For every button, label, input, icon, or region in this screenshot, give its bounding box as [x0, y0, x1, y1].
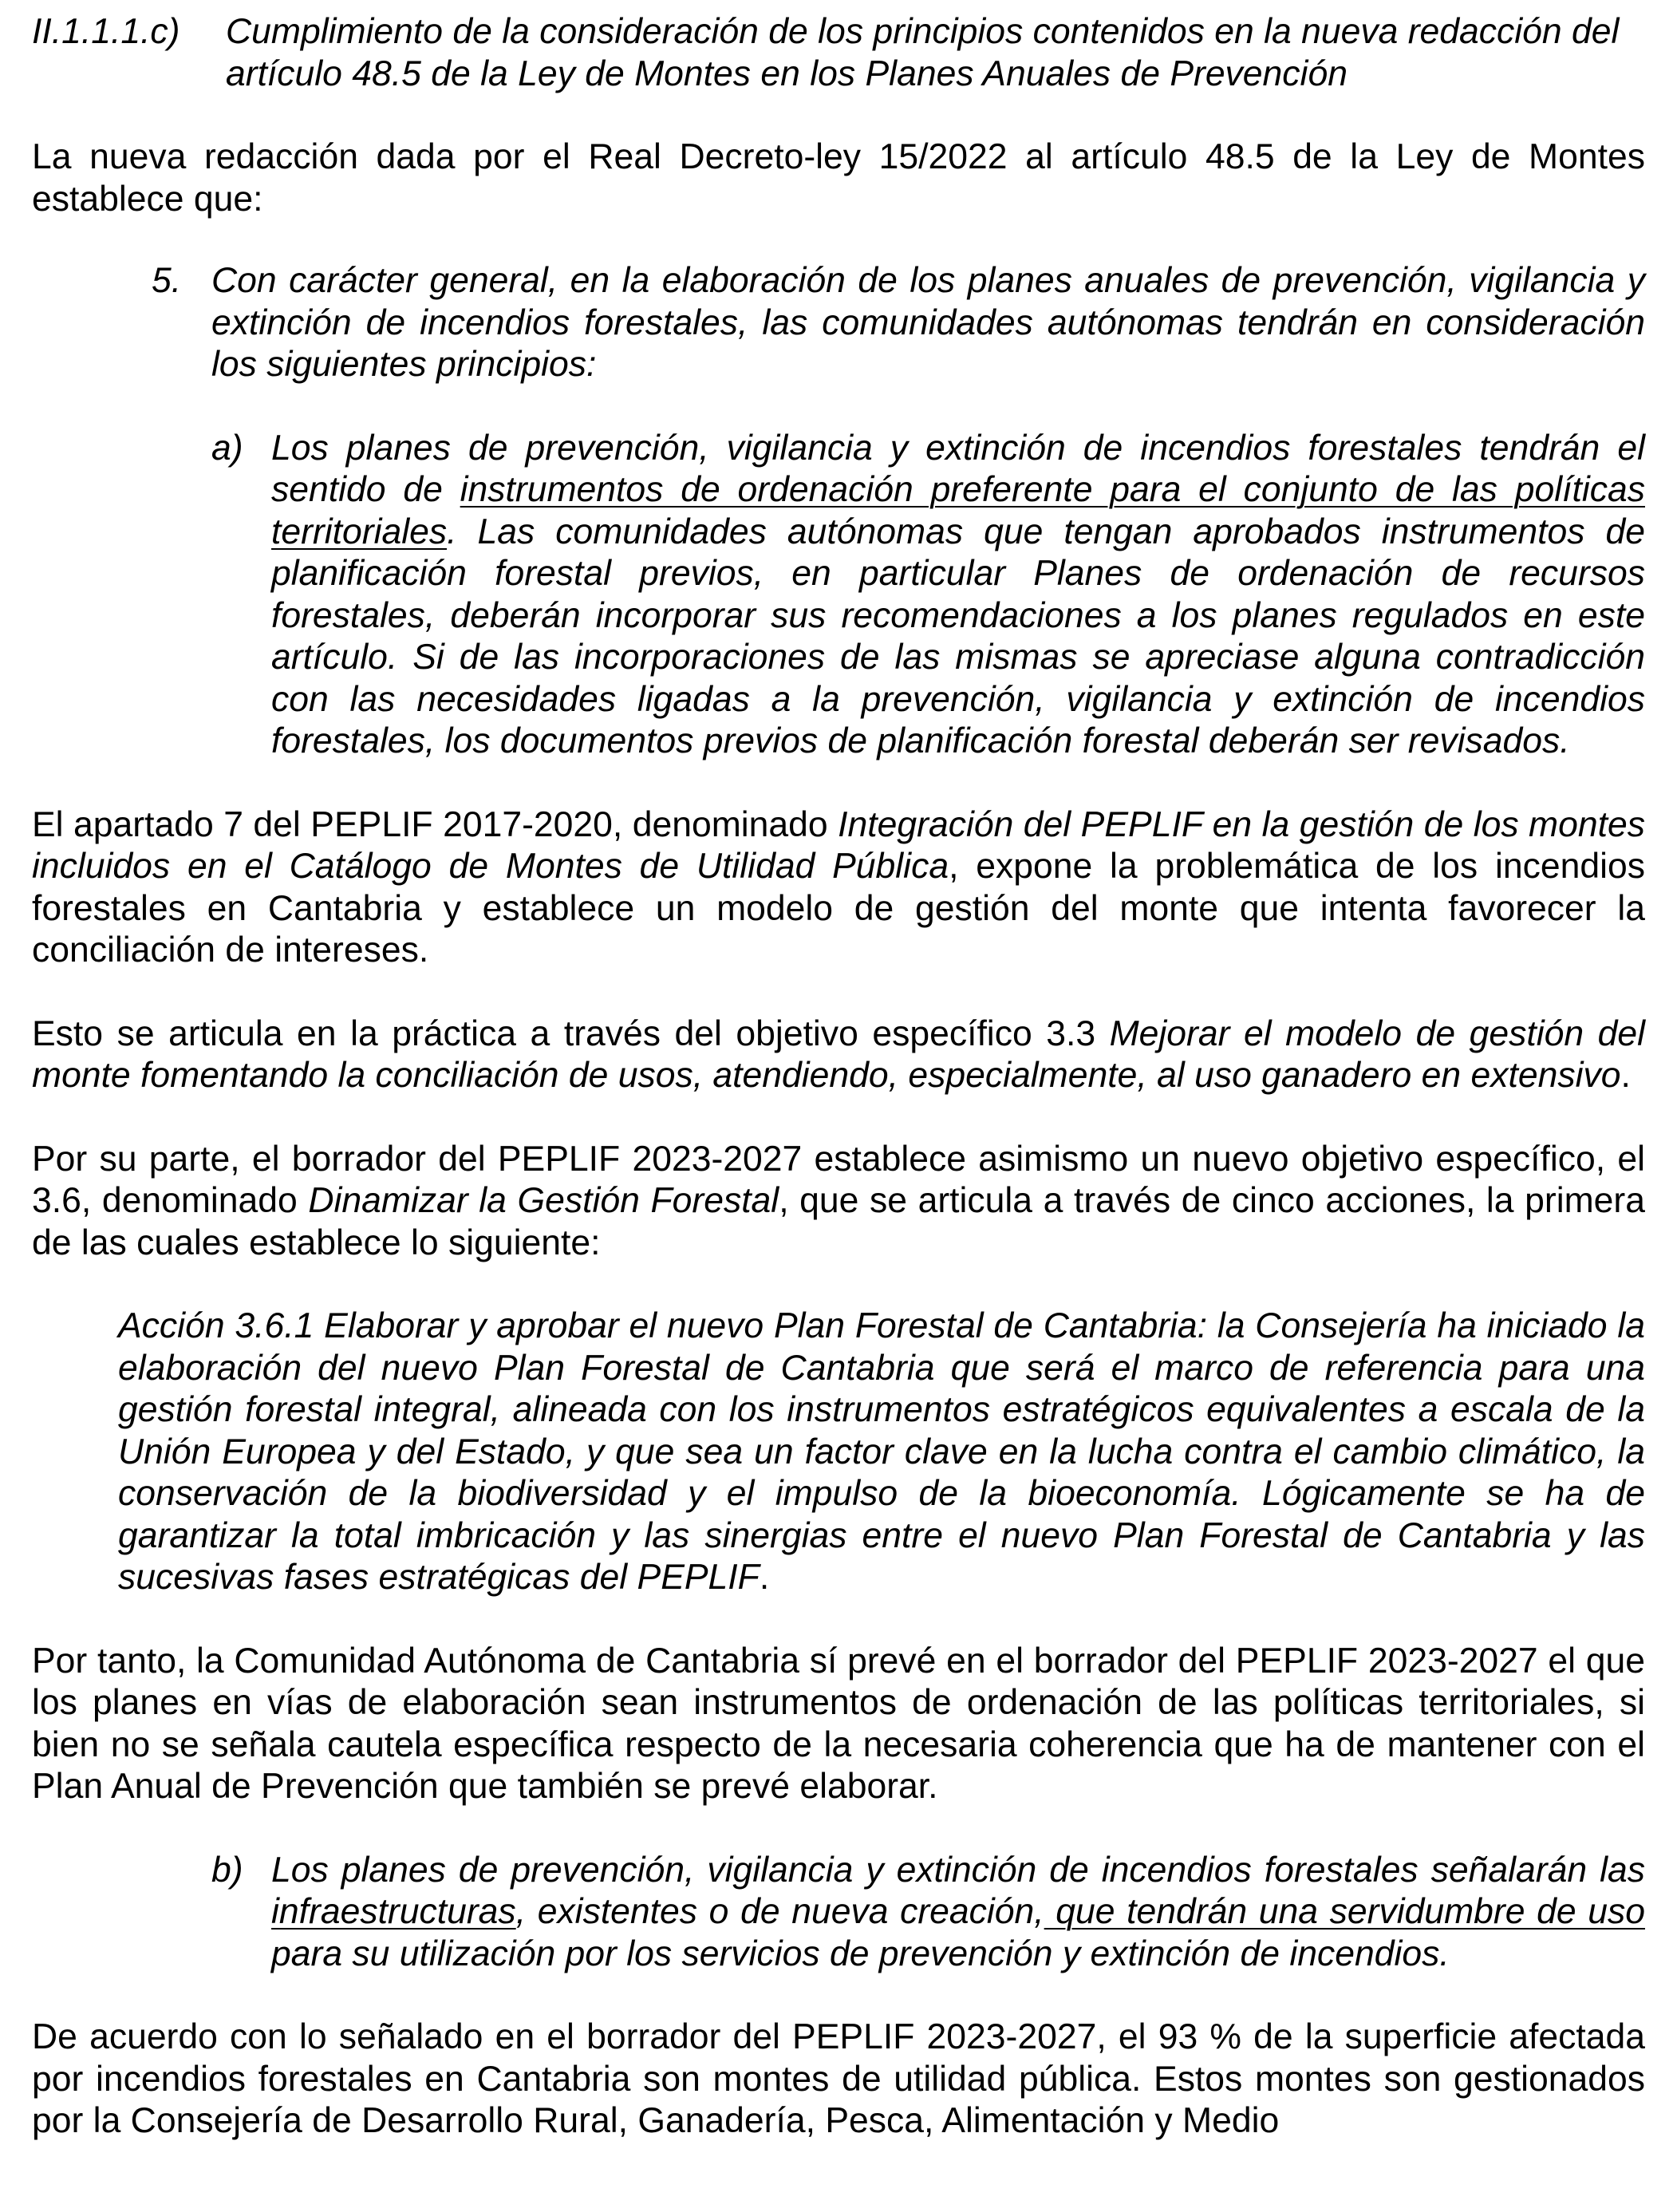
paragraph-apartado-7: [32, 804, 1645, 972]
principle-b-part3: para su utilización por los servicios de prevención y extinción de incendios.: [271, 1934, 1450, 1973]
principle-b-part1: Los planes de prevención, vigilancia y extinción de incendios forestales señalarán las: [271, 1850, 1645, 1890]
intro-paragraph: La nueva redacción dada por el Real Decreto-ley 15/2022 al artículo 48.5 de la Ley de Montes establece que:: [32, 137, 1645, 219]
principle-a-underlined: instrumentos de ordenación preferente para el conjunto de las políticas territoriales: [271, 470, 1645, 551]
objetivo-3-6-part1: Por su parte, el borrador del PEPLIF 2023-2027 establece asimismo un nuevo objetivo específico, el 3.6, denominado: [32, 1139, 1645, 1220]
article-48-5-quote: [152, 260, 1645, 386]
principle-b: [211, 1850, 1645, 1976]
principle-a-text: [271, 428, 1645, 763]
accion-3-6-1-tail: .: [759, 1558, 770, 1597]
article-text: Con carácter general, en la elaboración de los planes anuales de prevención, vigilancia y extinción de incendios forestales, las comunidades autónomas tendrán en consideración los siguientes principios:: [211, 261, 1645, 384]
principle-a-label: a): [211, 428, 243, 468]
principle-b-underlined-2: que tendrán una servidumbre de uso: [1044, 1892, 1645, 1931]
accion-3-6-1-text: Acción 3.6.1 Elaborar y aprobar el nuevo Plan Forestal de Cantabria: la Consejería ha iniciado la elaboración del nuevo Plan Forestal de Cantabria que será el marco de referencia para una gestión forestal integral, alineada con los instrumentos estratégicos equivalentes a escala de la Unión Europea y del Estado, y que sea un factor clave en la lucha contra el cambio climático, la conservación de la biodiversidad y el impulso de la bioeconomía. Lógicamente se ha de garantizar la total imbricación y las sinergias entre el nuevo Plan Forestal de Cantabria y las sucesivas fases estratégicas del PEPLIF: [118, 1306, 1645, 1597]
article-label: 5.: [152, 261, 182, 300]
principle-a: [211, 428, 1645, 763]
principle-a-part1: Los planes de prevención, vigilancia y extinción de incendios forestales tendrán el sentido de: [271, 428, 1645, 509]
paragraph-objetivo-3-3: [32, 1013, 1645, 1097]
accion-3-6-1-quote: [118, 1305, 1645, 1599]
paragraph-final: De acuerdo con lo señalado en el borrador del PEPLIF 2023-2027, el 93 % de la superficie afectada por incendios forestales en Cantabria son montes de utilidad pública. Estos montes son gestionados por la Consejería de Desarrollo Rural, Ganadería, Pesca, Alimentación y Medio: [32, 2017, 1645, 2140]
section-title: Cumplimiento de la consideración de los principios contenidos en la nueva redacción del artículo 48.5 de la Ley de Montes en los Planes Anuales de Prevención: [226, 12, 1620, 93]
section-heading: [32, 11, 1645, 95]
document-page: [32, 11, 1645, 2143]
principle-b-part2: , existentes o de nueva creación,: [515, 1892, 1044, 1931]
objetivo-3-6-title: Dinamizar la Gestión Forestal: [308, 1181, 779, 1220]
objetivo-3-3-part1: Esto se articula en la práctica a través del objetivo específico 3.3: [32, 1013, 1110, 1053]
apartado-7-title: Integración del PEPLIF en la gestión de los montes incluidos en el Catálogo de Montes de Utilidad Pública: [32, 804, 1645, 886]
paragraph-por-tanto: Por tanto, la Comunidad Autónoma de Cantabria sí prevé en el borrador del PEPLIF 2023-2027 el que los planes en vías de elaboración sean instrumentos de ordenación de las políticas territoriales, si bien no se señala cautela específica respecto de la necesaria coherencia que ha de mantener con el Plan Anual de Prevención que también se prevé elaborar.: [32, 1641, 1645, 1806]
apartado-7-part1: El apartado 7 del PEPLIF 2017-2020, denominado: [32, 804, 838, 844]
apartado-7-part2: , expone la problemática de los incendios forestales en Cantabria y establece un modelo de gestión del monte que intenta favorecer la conciliación de intereses.: [32, 847, 1645, 970]
objetivo-3-3-title: Mejorar el modelo de gestión del monte fomentando la conciliación de usos, atendiendo, especialmente, al uso ganadero en extensivo: [32, 1013, 1645, 1095]
principle-a-part2: . Las comunidades autónomas que tengan aprobados instrumentos de planificación forestal previos, en particular Planes de ordenación de recursos forestales, deberán incorporar sus recomendaciones a los planes regulados en este artículo. Si de las incorporaciones de las mismas se apreciase alguna contradicción con las necesidades ligadas a la prevención, vigilancia y extinción de incendios forestales, los documentos previos de planificación forestal deberán ser revisados.: [271, 512, 1645, 760]
section-number: II.1.1.1.c): [32, 12, 180, 51]
objetivo-3-3-part2: .: [1620, 1056, 1631, 1095]
principle-b-label: b): [211, 1850, 243, 1890]
principle-b-underlined-1: infraestructuras: [271, 1892, 516, 1931]
paragraph-objetivo-3-6: [32, 1139, 1645, 1265]
principle-b-text: [271, 1850, 1645, 1976]
objetivo-3-6-part2: , que se articula a través de cinco acciones, la primera de las cuales establece lo siguiente:: [32, 1181, 1645, 1262]
